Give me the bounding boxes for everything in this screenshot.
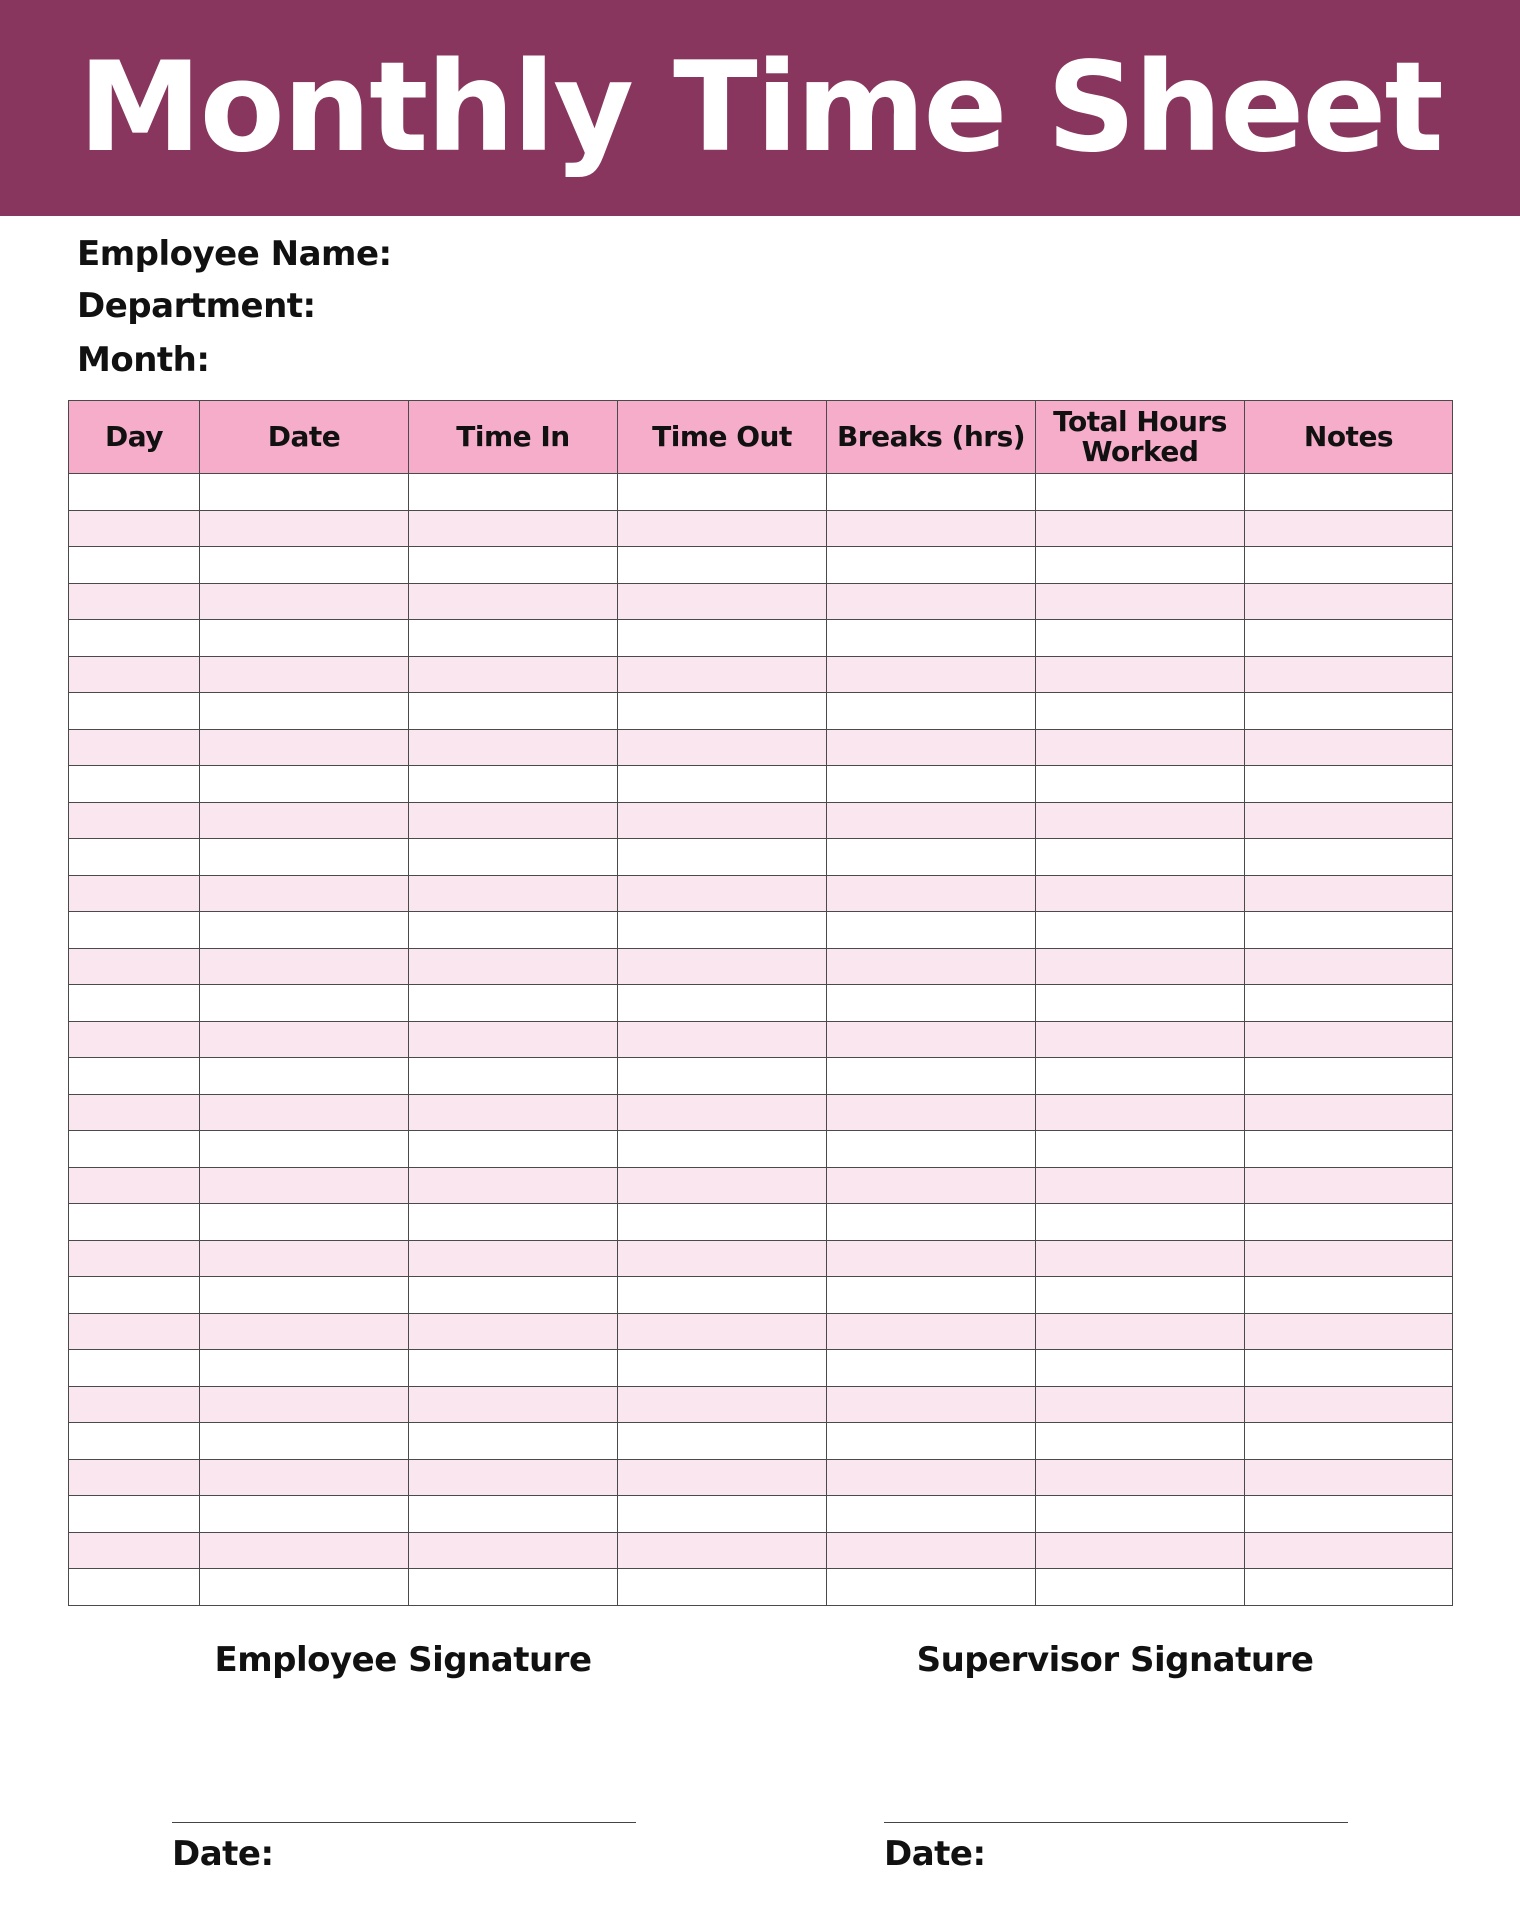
table-cell-total-hours[interactable] [1036,1094,1245,1131]
table-cell-breaks[interactable] [827,875,1036,912]
table-cell-notes[interactable] [1245,656,1453,693]
table-cell-time-out[interactable] [618,1386,827,1423]
table-cell-notes[interactable] [1245,1313,1453,1350]
table-cell-time-out[interactable] [618,583,827,620]
table-row [69,802,1453,839]
table-cell-date[interactable] [200,693,409,730]
table-cell-date[interactable] [200,948,409,985]
table-row [69,1350,1453,1387]
table-cell-time-in[interactable] [409,1386,618,1423]
table-cell-time-out[interactable] [618,875,827,912]
table-cell-day[interactable] [69,1569,200,1606]
table-cell-breaks[interactable] [827,948,1036,985]
table-cell-day[interactable] [69,1459,200,1496]
table-row [69,547,1453,584]
table-row [69,1094,1453,1131]
table-cell-day[interactable] [69,510,200,547]
table-row [69,985,1453,1022]
table-cell-total-hours[interactable] [1036,510,1245,547]
table-cell-date[interactable] [200,1423,409,1460]
table-cell-total-hours[interactable] [1036,985,1245,1022]
table-cell-time-out[interactable] [618,1021,827,1058]
table-cell-notes[interactable] [1245,1423,1453,1460]
title-banner [0,0,1520,216]
table-cell-time-out[interactable] [618,1496,827,1533]
table-cell-notes[interactable] [1245,1094,1453,1131]
table-cell-breaks[interactable] [827,802,1036,839]
table-cell-time-out[interactable] [618,839,827,876]
table-cell-date[interactable] [200,1058,409,1095]
table-cell-time-in[interactable] [409,547,618,584]
table-cell-notes[interactable] [1245,1058,1453,1095]
table-cell-day[interactable] [69,1496,200,1533]
table-row [69,1021,1453,1058]
table-cell-breaks[interactable] [827,1350,1036,1387]
table-cell-breaks[interactable] [827,693,1036,730]
table-row [69,1131,1453,1168]
table-cell-breaks[interactable] [827,1021,1036,1058]
table-cell-notes[interactable] [1245,474,1453,511]
table-cell-total-hours[interactable] [1036,1532,1245,1569]
table-row [69,1569,1453,1606]
table-cell-breaks[interactable] [827,1459,1036,1496]
table-cell-day[interactable] [69,656,200,693]
table-cell-time-in[interactable] [409,620,618,657]
table-cell-time-in[interactable] [409,1496,618,1533]
table-cell-time-out[interactable] [618,1532,827,1569]
table-cell-total-hours[interactable] [1036,693,1245,730]
table-row [69,1204,1453,1241]
table-row [69,1240,1453,1277]
table-row [69,948,1453,985]
supervisor-signature-line [884,1822,1348,1823]
table-cell-total-hours[interactable] [1036,1423,1245,1460]
table-row [69,693,1453,730]
table-cell-notes[interactable] [1245,1167,1453,1204]
table-row [69,620,1453,657]
table-cell-breaks[interactable] [827,510,1036,547]
employee-date-label: Date: [172,1834,274,1874]
table-cell-time-out[interactable] [618,766,827,803]
table-cell-breaks[interactable] [827,1532,1036,1569]
table-cell-date[interactable] [200,1021,409,1058]
table-cell-time-out[interactable] [618,985,827,1022]
table-cell-time-in[interactable] [409,1131,618,1168]
table-cell-notes[interactable] [1245,1131,1453,1168]
column-header-breaks: Breaks (hrs) [827,401,1036,474]
table-cell-time-out[interactable] [618,1058,827,1095]
table-cell-time-out[interactable] [618,802,827,839]
table-row [69,1277,1453,1314]
table-cell-time-out[interactable] [618,510,827,547]
table-cell-day[interactable] [69,1240,200,1277]
table-cell-day[interactable] [69,1131,200,1168]
table-cell-time-in[interactable] [409,1094,618,1131]
table-row [69,875,1453,912]
column-header-day: Day [69,401,200,474]
table-row [69,1386,1453,1423]
table-cell-notes[interactable] [1245,547,1453,584]
table-cell-total-hours[interactable] [1036,802,1245,839]
table-cell-time-out[interactable] [618,1350,827,1387]
table-cell-total-hours[interactable] [1036,620,1245,657]
table-cell-day[interactable] [69,474,200,511]
table-cell-total-hours[interactable] [1036,766,1245,803]
table-cell-time-in[interactable] [409,1350,618,1387]
table-cell-total-hours[interactable] [1036,583,1245,620]
table-cell-date[interactable] [200,1496,409,1533]
table-cell-day[interactable] [69,1277,200,1314]
table-cell-total-hours[interactable] [1036,729,1245,766]
table-cell-day[interactable] [69,1204,200,1241]
table-cell-time-in[interactable] [409,802,618,839]
table-cell-breaks[interactable] [827,839,1036,876]
table-cell-time-in[interactable] [409,583,618,620]
table-cell-notes[interactable] [1245,1277,1453,1314]
table-row [69,839,1453,876]
table-cell-day[interactable] [69,1167,200,1204]
table-row [69,766,1453,803]
table-cell-breaks[interactable] [827,583,1036,620]
table-cell-time-out[interactable] [618,1313,827,1350]
table-cell-total-hours[interactable] [1036,1386,1245,1423]
table-cell-total-hours[interactable] [1036,912,1245,949]
table-cell-date[interactable] [200,1240,409,1277]
table-cell-notes[interactable] [1245,1569,1453,1606]
table-cell-total-hours[interactable] [1036,656,1245,693]
column-header-time-in: Time In [409,401,618,474]
table-cell-notes[interactable] [1245,1350,1453,1387]
table-cell-total-hours[interactable] [1036,1167,1245,1204]
supervisor-date-label: Date: [884,1834,986,1874]
table-cell-date[interactable] [200,802,409,839]
table-cell-total-hours[interactable] [1036,1313,1245,1350]
table-cell-total-hours[interactable] [1036,948,1245,985]
table-cell-day[interactable] [69,620,200,657]
table-cell-breaks[interactable] [827,912,1036,949]
table-cell-notes[interactable] [1245,1459,1453,1496]
table-cell-date[interactable] [200,1313,409,1350]
table-cell-date[interactable] [200,547,409,584]
table-cell-breaks[interactable] [827,1496,1036,1533]
table-cell-breaks[interactable] [827,1569,1036,1606]
table-cell-time-in[interactable] [409,474,618,511]
table-cell-time-in[interactable] [409,948,618,985]
table-cell-total-hours[interactable] [1036,1459,1245,1496]
column-header-date: Date [200,401,409,474]
table-row [69,729,1453,766]
table-cell-time-in[interactable] [409,1058,618,1095]
table-cell-notes[interactable] [1245,729,1453,766]
table-cell-total-hours[interactable] [1036,474,1245,511]
table-cell-total-hours[interactable] [1036,1350,1245,1387]
table-cell-time-out[interactable] [618,1240,827,1277]
table-cell-notes[interactable] [1245,766,1453,803]
table-cell-time-in[interactable] [409,1569,618,1606]
table-cell-date[interactable] [200,839,409,876]
table-cell-day[interactable] [69,839,200,876]
table-cell-date[interactable] [200,656,409,693]
table-cell-day[interactable] [69,948,200,985]
table-header-row [69,401,1453,474]
table-cell-day[interactable] [69,1058,200,1095]
table-cell-date[interactable] [200,1459,409,1496]
month-label: Month: [77,340,210,380]
table-cell-time-in[interactable] [409,1459,618,1496]
table-cell-breaks[interactable] [827,1386,1036,1423]
table-row [69,1423,1453,1460]
column-header-notes: Notes [1245,401,1453,474]
table-cell-time-out[interactable] [618,656,827,693]
table-cell-breaks[interactable] [827,1058,1036,1095]
table-cell-time-in[interactable] [409,729,618,766]
table-cell-breaks[interactable] [827,656,1036,693]
column-header-time-out: Time Out [618,401,827,474]
table-cell-notes[interactable] [1245,802,1453,839]
table-cell-time-out[interactable] [618,1277,827,1314]
table-cell-day[interactable] [69,693,200,730]
table-cell-time-out[interactable] [618,547,827,584]
table-cell-date[interactable] [200,1532,409,1569]
supervisor-signature-label: Supervisor Signature [916,1640,1314,1680]
table-cell-day[interactable] [69,1094,200,1131]
table-cell-date[interactable] [200,985,409,1022]
table-cell-date[interactable] [200,912,409,949]
table-cell-time-in[interactable] [409,693,618,730]
table-cell-time-in[interactable] [409,1313,618,1350]
table-cell-time-out[interactable] [618,1569,827,1606]
table-cell-time-out[interactable] [618,1167,827,1204]
table-cell-notes[interactable] [1245,510,1453,547]
table-row [69,1167,1453,1204]
table-cell-date[interactable] [200,1131,409,1168]
table-cell-breaks[interactable] [827,474,1036,511]
table-cell-total-hours[interactable] [1036,1496,1245,1533]
table-cell-date[interactable] [200,1094,409,1131]
table-cell-notes[interactable] [1245,985,1453,1022]
table-cell-time-out[interactable] [618,620,827,657]
table-cell-date[interactable] [200,729,409,766]
table-cell-date[interactable] [200,1277,409,1314]
table-row [69,474,1453,511]
table-cell-time-in[interactable] [409,985,618,1022]
table-cell-time-in[interactable] [409,1204,618,1241]
table-cell-notes[interactable] [1245,1204,1453,1241]
table-row [69,1459,1453,1496]
table-cell-date[interactable] [200,1569,409,1606]
employee-signature-label: Employee Signature [214,1640,592,1680]
table-cell-day[interactable] [69,547,200,584]
table-cell-breaks[interactable] [827,1131,1036,1168]
table-cell-day[interactable] [69,1350,200,1387]
department-label: Department: [77,286,316,326]
table-row [69,1496,1453,1533]
table-cell-day[interactable] [69,1532,200,1569]
table-cell-notes[interactable] [1245,1532,1453,1569]
table-cell-date[interactable] [200,474,409,511]
table-cell-time-out[interactable] [618,912,827,949]
table-cell-date[interactable] [200,1204,409,1241]
table-cell-time-in[interactable] [409,766,618,803]
table-cell-day[interactable] [69,1021,200,1058]
table-cell-time-out[interactable] [618,1131,827,1168]
table-row [69,1058,1453,1095]
table-cell-time-out[interactable] [618,693,827,730]
table-cell-day[interactable] [69,802,200,839]
table-cell-breaks[interactable] [827,729,1036,766]
table-cell-breaks[interactable] [827,547,1036,584]
table-cell-total-hours[interactable] [1036,1021,1245,1058]
table-cell-breaks[interactable] [827,985,1036,1022]
table-cell-time-in[interactable] [409,839,618,876]
table-cell-breaks[interactable] [827,620,1036,657]
table-cell-date[interactable] [200,1167,409,1204]
table-cell-total-hours[interactable] [1036,839,1245,876]
column-header-total-hours: Total Hours Worked [1036,401,1245,474]
table-cell-time-out[interactable] [618,1423,827,1460]
table-cell-time-out[interactable] [618,1459,827,1496]
table-cell-time-in[interactable] [409,1423,618,1460]
table-cell-time-out[interactable] [618,474,827,511]
table-cell-day[interactable] [69,1423,200,1460]
table-cell-total-hours[interactable] [1036,875,1245,912]
table-row [69,1313,1453,1350]
table-cell-breaks[interactable] [827,1277,1036,1314]
table-cell-day[interactable] [69,985,200,1022]
table-cell-date[interactable] [200,1350,409,1387]
page-title: Monthly Time Sheet [78,36,1442,180]
employee-name-label: Employee Name: [77,234,392,274]
table-row [69,583,1453,620]
table-cell-total-hours[interactable] [1036,1204,1245,1241]
table-cell-notes[interactable] [1245,583,1453,620]
table-cell-day[interactable] [69,875,200,912]
table-cell-notes[interactable] [1245,948,1453,985]
table-cell-breaks[interactable] [827,1423,1036,1460]
table-cell-time-out[interactable] [618,729,827,766]
table-cell-total-hours[interactable] [1036,1277,1245,1314]
table-cell-date[interactable] [200,1386,409,1423]
table-body [69,474,1453,1606]
table-row [69,656,1453,693]
table-row [69,510,1453,547]
table-cell-notes[interactable] [1245,839,1453,876]
table-cell-time-in[interactable] [409,656,618,693]
table-cell-time-out[interactable] [618,948,827,985]
table-cell-date[interactable] [200,510,409,547]
table-cell-total-hours[interactable] [1036,1058,1245,1095]
table-cell-notes[interactable] [1245,1240,1453,1277]
table-cell-time-in[interactable] [409,1240,618,1277]
table-cell-total-hours[interactable] [1036,1131,1245,1168]
table-cell-time-out[interactable] [618,1094,827,1131]
table-cell-total-hours[interactable] [1036,547,1245,584]
table-cell-total-hours[interactable] [1036,1569,1245,1606]
table-cell-breaks[interactable] [827,1204,1036,1241]
table-cell-date[interactable] [200,583,409,620]
table-cell-date[interactable] [200,620,409,657]
table-cell-notes[interactable] [1245,875,1453,912]
table-cell-notes[interactable] [1245,912,1453,949]
table-cell-total-hours[interactable] [1036,1240,1245,1277]
table-cell-day[interactable] [69,1313,200,1350]
table-cell-time-in[interactable] [409,1277,618,1314]
table-cell-time-in[interactable] [409,1021,618,1058]
table-row [69,1532,1453,1569]
table-cell-breaks[interactable] [827,1240,1036,1277]
table-cell-date[interactable] [200,875,409,912]
table-cell-breaks[interactable] [827,766,1036,803]
table-cell-breaks[interactable] [827,1167,1036,1204]
table-cell-day[interactable] [69,766,200,803]
employee-signature-line [172,1822,636,1823]
table-cell-time-in[interactable] [409,510,618,547]
table-cell-notes[interactable] [1245,693,1453,730]
table-cell-time-in[interactable] [409,875,618,912]
table-cell-time-out[interactable] [618,1204,827,1241]
table-cell-breaks[interactable] [827,1094,1036,1131]
table-cell-notes[interactable] [1245,1386,1453,1423]
table-cell-notes[interactable] [1245,1021,1453,1058]
time-sheet-table [68,400,1453,1606]
table-cell-day[interactable] [69,912,200,949]
table-cell-notes[interactable] [1245,620,1453,657]
table-cell-breaks[interactable] [827,1313,1036,1350]
table-cell-date[interactable] [200,766,409,803]
table-cell-day[interactable] [69,729,200,766]
table-cell-day[interactable] [69,1386,200,1423]
table-cell-day[interactable] [69,583,200,620]
table-row [69,912,1453,949]
table-cell-time-in[interactable] [409,1532,618,1569]
table-cell-time-in[interactable] [409,912,618,949]
table-cell-time-in[interactable] [409,1167,618,1204]
table-cell-notes[interactable] [1245,1496,1453,1533]
